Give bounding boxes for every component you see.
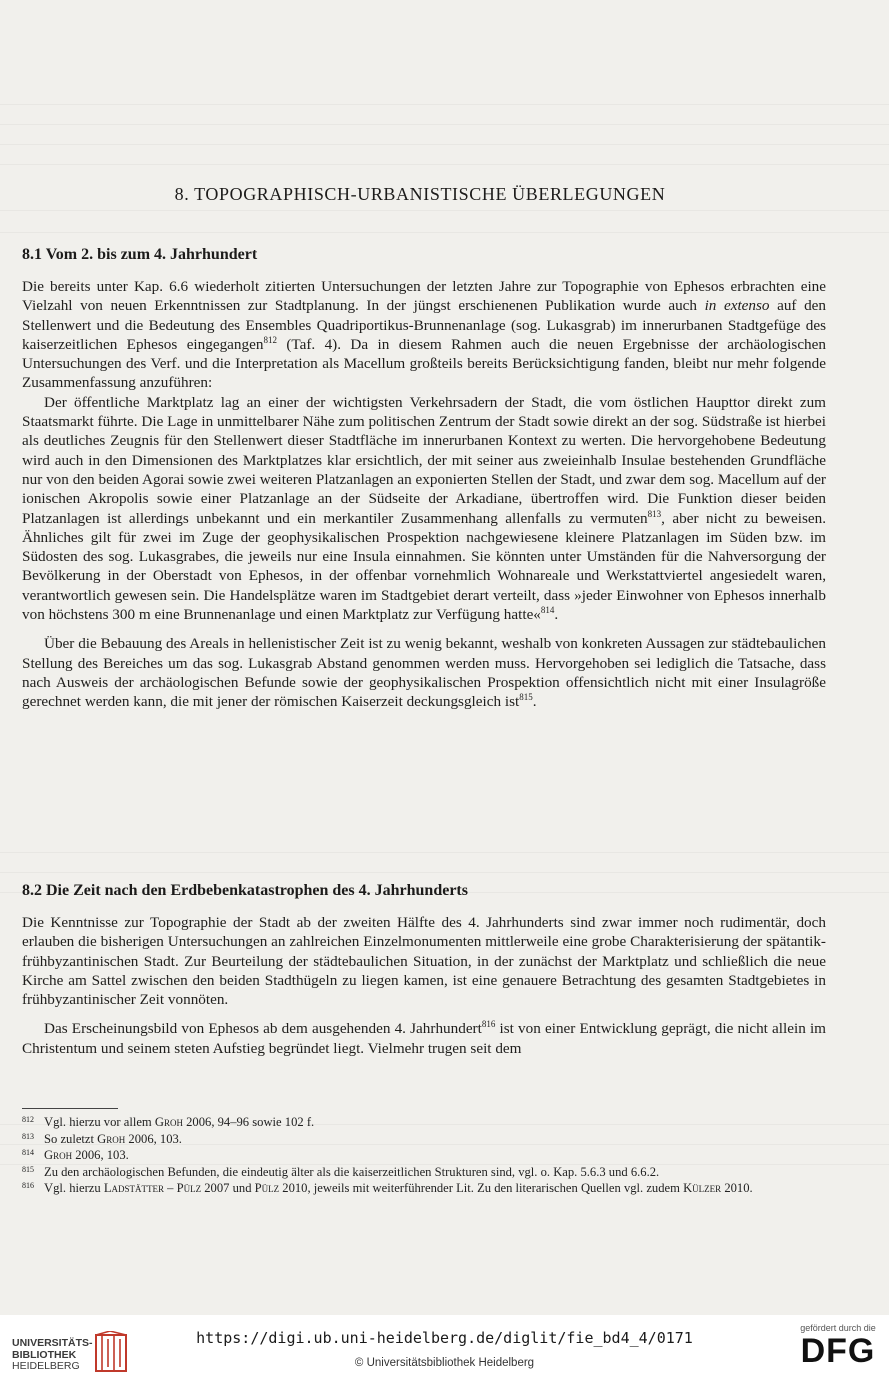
ub-heidelberg-logo[interactable]: UNIVERSITÄTS- BIBLIOTHEK HEIDELBERG — [12, 1325, 152, 1375]
copyright-notice: © Universitätsbibliothek Heidelberg — [354, 1357, 535, 1369]
viewer-footer — [0, 1315, 889, 1381]
footnote-ref[interactable]: 813 — [647, 508, 662, 519]
footnotes — [22, 1114, 828, 1197]
footnote-ref[interactable]: 812 — [263, 334, 277, 345]
footnote-ref[interactable]: 814 — [540, 605, 555, 616]
chapter-title: 8. TOPOGRAPHISCH-URBANISTISCHE ÜBERLEGUNGEN — [174, 184, 666, 204]
section-8-1-body — [22, 277, 826, 712]
footnote-number: 815 — [22, 1164, 34, 1174]
footnote: 814 Groh 2006, 103. — [22, 1148, 129, 1163]
paragraph: Die Kenntnisse zur Topographie der Stadt ab der zweiten Hälfte des 4. Jahrhunderts sind zwar immer noch rudimentär, doch erlauben die bisherigen Untersuchungen an zahlreichen Einzelmonumenten mittlerweile eine grobe Charakterisierung der spätantik-frühbyzantinischen Stadt. Zur Beurteilung der städtebaulichen Situation, in der zunächst der Marktplatz und schließlich die neue Kirche am Sattel zwischen den beiden Stadthügeln zu liegen kamen, ist eine genauere Betrachtung des gesamten Stadtgebietes in frühbyzantinischer Zeit vonnöten. — [22, 914, 826, 1009]
footnote-number: 813 — [22, 1131, 34, 1141]
dfg-funding-badge[interactable]: gefördert durch die DFG — [797, 1323, 879, 1375]
footnote: 816 Vgl. hierzu Ladstätter – Pülz 2007 und Pülz 2010, jeweils mit weiterführender Lit. Zu den literarischen Quellen vgl. zudem Külzer 2010. — [22, 1181, 753, 1196]
footnote-number: 812 — [22, 1115, 34, 1124]
footnote-number: 814 — [22, 1148, 34, 1158]
footnote-number: 816 — [22, 1181, 34, 1191]
paragraph: Die bereits unter Kap. 6.6 wiederholt zitierten Untersuchungen der letzten Jahre zur Topographie von Ephesos erbrachten eine Vielzahl von neuen Erkenntnissen zur Stadtplanung. In der jüngst erschienenen Publikation wurde auch in extenso auf den Stellenwert und die Bedeutung des Ensembles Quadriportikus-Brunnenanlage (sog. Lukasgrab) im innerurbanen Stadtgefüge des kaiserzeitlichen Ephesos eingegangen$^{812}$ (Taf. 4). Da in diesem Rahmen auch die neuen Ergebnisse der archäologischen Untersuchungen des Verf. und die Interpretation als Macellum großteils bereits Berücksichtigung fanden, bleibt nur mehr folgende Zusammenfassung anzuführen: — [22, 278, 826, 392]
section-8-2-body — [22, 913, 826, 1058]
footnote-ref[interactable]: 816 — [481, 1019, 496, 1030]
paragraph: Das Erscheinungsbild von Ephesos ab dem ausgehenden 4. Jahrhundert$^{816}$ ist von einer Entwicklung geprägt, die nicht allein im Christentum und seinem steten Aufstieg begründet liegt. Vielmehr trugen seit dem — [22, 1019, 826, 1057]
footnote-ref[interactable]: 815 — [519, 692, 533, 703]
paragraph: Über die Bebauung des Areals in hellenistischer Zeit ist zu wenig bekannt, weshalb von konkreten Aussagen zur städtebaulichen Stellung des Bereiches um das sog. Lukasgrab Abstand genommen werden muss. Hervorgehoben sei lediglich die Tatsache, dass nach Ausweis der archäologischen Befunde sowie der geophysikalischen Prospektion offensichtlich nicht mit einer Insulagröße gerechnet werden kann, die mit jener der römischen Kaiserzeit deckungsgleich ist$^{815}$. — [22, 635, 826, 711]
permalink-url[interactable]: https://digi.ub.uni-heidelberg.de/diglit/fie_bd4_4/0171 — [196, 1329, 693, 1347]
dfg-logo: DFG — [800, 1332, 876, 1370]
paragraph: Der öffentliche Marktplatz lag an einer der wichtigsten Verkehrsadern der Stadt, die vom östlichen Haupttor direkt zum Staatsmarkt führte. Die Lage in unmittelbarer Nähe zum politischen Zentrum der Stadt sowie direkt an der sog. Südstraße ist hierbei als deutliches Zeugnis für den Stellenwert dieser Stadtfläche im innerurbanen Kontext zu werten. Die hervorgehobene Bedeutung wird auch in den Dimensionen des Marktplatzes klar ersichtlich, der mit seiner aus zweieinhalb Insulae bestehenden Grundfläche nur von den beiden Agorai sowie zwei weiteren Platzanlagen an exponierten Stellen der Stadt, und zwar dem sog. Macellum auf der ionischen Akropolis sowie einer Platzanlage an der Südseite der Arkadiane, übertroffen wird. Die Funktion dieser beiden Platzanlagen ist allerdings unbekannt und ein merkantiler Zusammenhang allenfalls zu vermuten$^{813}$, aber nicht zu beweisen. Ähnliches gilt für zwei im Zuge der geophysikalischen Prospektion nachgewiesene kleinere Platzanlagen im Süden bzw. im Südosten des sog. Lukasgrabes, die jeweils nur eine Insula einnahmen. Sie könnten unter Umständen für die Nahversorgung der Bevölkerung in der Oberstadt von Ephesos, in der offenbar vornehmlich Wohnareale und Werkstattviertel angesiedelt waren, verantwortlich gewesen sein. Die Handelsplätze waren im Stadtgebiet derart verteilt, dass »jeder Einwohner von Ephesos innerhalb von höchstens 300 m eine Brunnenanlage und einen Marktplatz zur Verfügung hatte«$^{814}$. — [22, 393, 826, 624]
footnote: 815 Zu den archäologischen Befunden, die eindeutig älter als die kaiserzeitlichen Strukturen sind, vgl. o. Kap. 5.6.3 und 6.6.2. — [22, 1164, 660, 1179]
section-heading-8-1: 8.1 Vom 2. bis zum 4. Jahrhundert — [22, 246, 258, 263]
footnote: 812 Vgl. hierzu vor allem Groh 2006, 94–96 sowie 102 f. — [22, 1115, 315, 1129]
footnote: 813 So zuletzt Groh 2006, 103. — [22, 1131, 182, 1146]
section-heading-8-2: 8.2 Die Zeit nach den Erdbebenkatastrophen des 4. Jahrhunderts — [22, 882, 468, 899]
footnote-divider — [22, 1108, 118, 1109]
